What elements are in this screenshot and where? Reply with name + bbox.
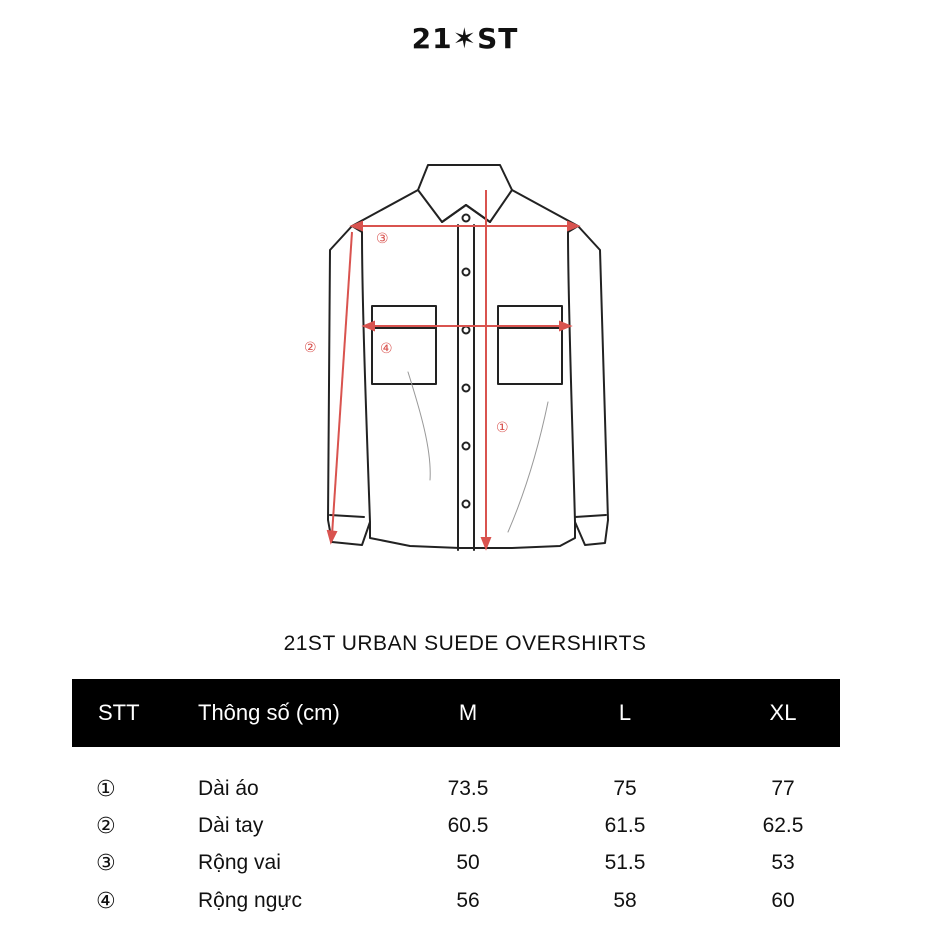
table-row [72,772,840,806]
shirt-outline [328,165,608,550]
row-value-xl: 77 [771,777,795,800]
header-size-xl: XL [769,700,797,725]
brand-logo: 21✶ST [411,22,519,55]
header-stt: STT [98,700,140,725]
row-value-l: 51.5 [604,851,646,874]
row-value-xl: 60 [771,889,795,912]
row-value-l: 61.5 [604,814,646,837]
row-value-xl: 53 [771,851,795,874]
row-number: ③ [96,850,116,876]
table-row [72,809,840,843]
product-title: 21ST URBAN SUEDE OVERSHIRTS [283,632,647,655]
table-row [72,846,840,880]
row-number: ① [96,776,116,802]
row-spec: Rộng ngực [198,889,302,912]
table-row [72,884,840,918]
row-value-m: 56 [456,889,480,912]
row-number: ② [96,813,116,839]
row-spec: Dài áo [198,777,259,800]
row-value-xl: 62.5 [762,814,804,837]
label-shoulder: ③ [376,231,389,247]
label-sleeve: ② [304,340,317,356]
row-value-l: 75 [613,777,637,800]
row-number: ④ [96,888,116,914]
measurement-labels [304,231,509,436]
row-value-m: 60.5 [447,814,489,837]
header-size-l: L [618,700,632,725]
header-size-m: M [458,700,478,725]
label-chest: ④ [380,341,393,357]
row-value-l: 58 [613,889,637,912]
header-spec: Thông số (cm) [198,700,340,725]
size-table-header [72,679,840,747]
row-value-m: 50 [456,851,480,874]
row-spec: Rộng vai [198,851,281,874]
row-value-m: 73.5 [447,777,489,800]
shirt-measurement-diagram [300,150,620,560]
row-spec: Dài tay [198,814,264,837]
label-length: ① [496,420,509,436]
